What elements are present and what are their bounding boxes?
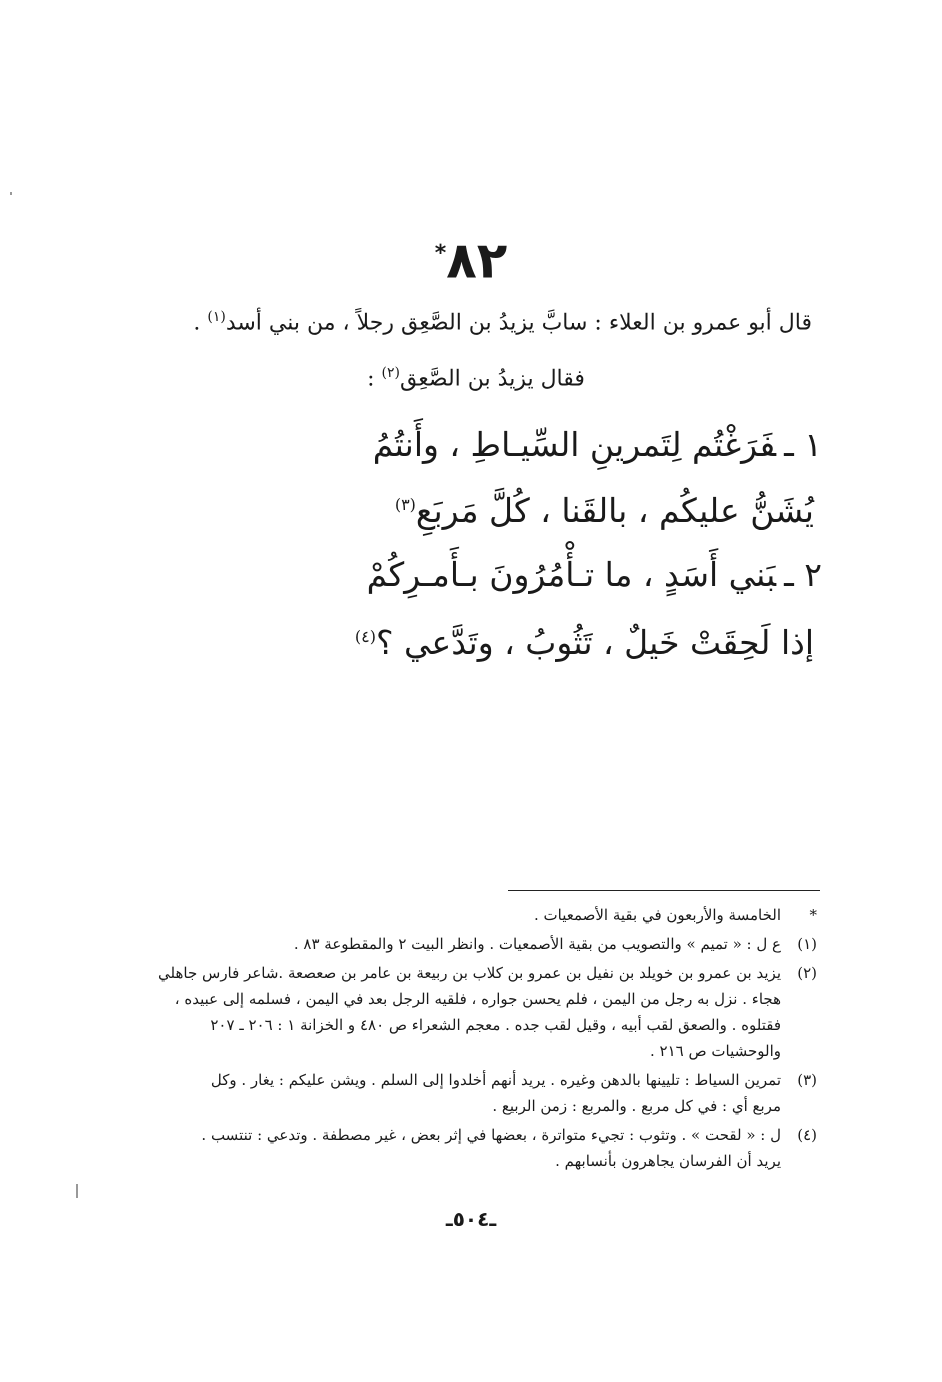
footnote-line: يزيد بن عمرو بن خويلد بن نفيل بن عمرو بن كلاب بن ربيعة بن عامر بن صعصعة .شاعر فارس جاهلي xyxy=(158,964,781,982)
intro-line-1 xyxy=(112,300,812,340)
footnote-body xyxy=(107,1067,781,1119)
footnote-line: والوحشيات ص ٢١٦ . xyxy=(650,1042,781,1060)
verse-footnote-ref: (٣) xyxy=(394,495,416,514)
scan-speck xyxy=(10,192,12,195)
verse-text: بَني أَسَدٍ ، ما تـأْمُرُونَ بـأَمـرِكُمْ xyxy=(366,555,777,594)
footnote xyxy=(107,902,817,928)
footnote-line: هجاء . نزل به رجل من اليمن ، فلم يحسن جواره ، فلقيه الرجل بعد في اليمن ، فسلمه إلى عبيده ، xyxy=(174,990,781,1008)
poem-number-value: ٨٢ xyxy=(446,231,508,290)
footnote-mark: (٤) xyxy=(797,1126,817,1144)
scan-speck xyxy=(76,1184,78,1198)
footnote-line: يريد أن الفرسان يجاهرون بأنسابهم . xyxy=(555,1152,781,1170)
intro-line-2-footnote-ref: (٢) xyxy=(381,365,400,381)
verse-number: ١ ـ xyxy=(784,425,822,464)
footnote-line: ع ل : « تميم » والتصويب من بقية الأصمعيات . وانظر البيت ٢ والمقطوعة ٨٣ . xyxy=(293,935,781,953)
verse-line xyxy=(102,544,822,600)
footnote-line: الخامسة والأربعون في بقية الأصمعيات . xyxy=(533,906,781,924)
footnote-line: ل : « لقحت » . وتثوب : تجيء متواترة ، بعضها في إثر بعض ، غير مصطفة . وتدعي : تنتسب . xyxy=(201,1126,781,1144)
footnote-line: مربع أي : في كل مربع . والمربع : زمن الربيع . xyxy=(492,1097,781,1115)
page-number: ـ٥٠٤ـ xyxy=(445,1207,497,1231)
intro-line-2 xyxy=(0,356,942,396)
intro-line-2-end: : xyxy=(367,366,382,392)
intro-line-1-footnote-ref: (١) xyxy=(207,309,226,325)
poem-number xyxy=(0,222,942,293)
intro-line-2-text: فقال يزيدُ بن الصَّعِق xyxy=(399,366,585,392)
footnote-body xyxy=(107,1122,781,1174)
verse-line xyxy=(102,480,822,536)
intro-line-1-text: قال أبو عمرو بن العلاء : سابَّ يزيدُ بن الصَّعِق رجلاً ، من بني أسد xyxy=(225,310,812,336)
footnote xyxy=(107,931,817,957)
footnotes xyxy=(107,902,817,1177)
footnote-body xyxy=(107,960,781,1064)
verse-number: ٢ ـ xyxy=(784,555,822,594)
footnote xyxy=(107,1122,817,1174)
footnote xyxy=(107,960,817,1064)
poem-number-star: * xyxy=(434,241,447,266)
footnote-divider xyxy=(508,890,820,891)
verse-text: فَرَغْتُم لِتَمرينِ السِّيـاطِ ، وأَنتُمُ xyxy=(372,425,777,464)
footnote-mark: (٣) xyxy=(797,1071,817,1089)
verse-line xyxy=(102,414,822,470)
verse-line xyxy=(102,612,822,668)
footnote-body xyxy=(107,931,781,957)
footnote-body xyxy=(107,902,781,928)
intro-line-1-end: . xyxy=(193,310,208,336)
footnote xyxy=(107,1067,817,1119)
verse-text: إذا لَحِقَتْ خَيلٌ ، تَثُوبُ ، وتَدَّعي ؟ xyxy=(376,623,814,662)
footnote-mark: (٢) xyxy=(797,964,817,982)
footnote-line: فقتلوه . والصعق لقب أبيه ، وقيل لقب جده . معجم الشعراء ص ٤٨٠ و الخزانة ١ : ٢٠٦ ـ ٢٠٧ xyxy=(210,1016,781,1034)
footnote-line: تمرين السياط : تليينها بالدهن وغيره . يريد أنهم أخلدوا إلى السلم . ويشن عليكم : يغار . وكل xyxy=(210,1071,781,1089)
verse-footnote-ref: (٤) xyxy=(354,627,377,646)
footnote-mark: * xyxy=(809,906,817,924)
footnote-mark: (١) xyxy=(797,935,817,953)
verse-text: يُشَنُّ عليكُم ، بالقَنا ، كُلَّ مَربَعِ xyxy=(415,491,814,530)
